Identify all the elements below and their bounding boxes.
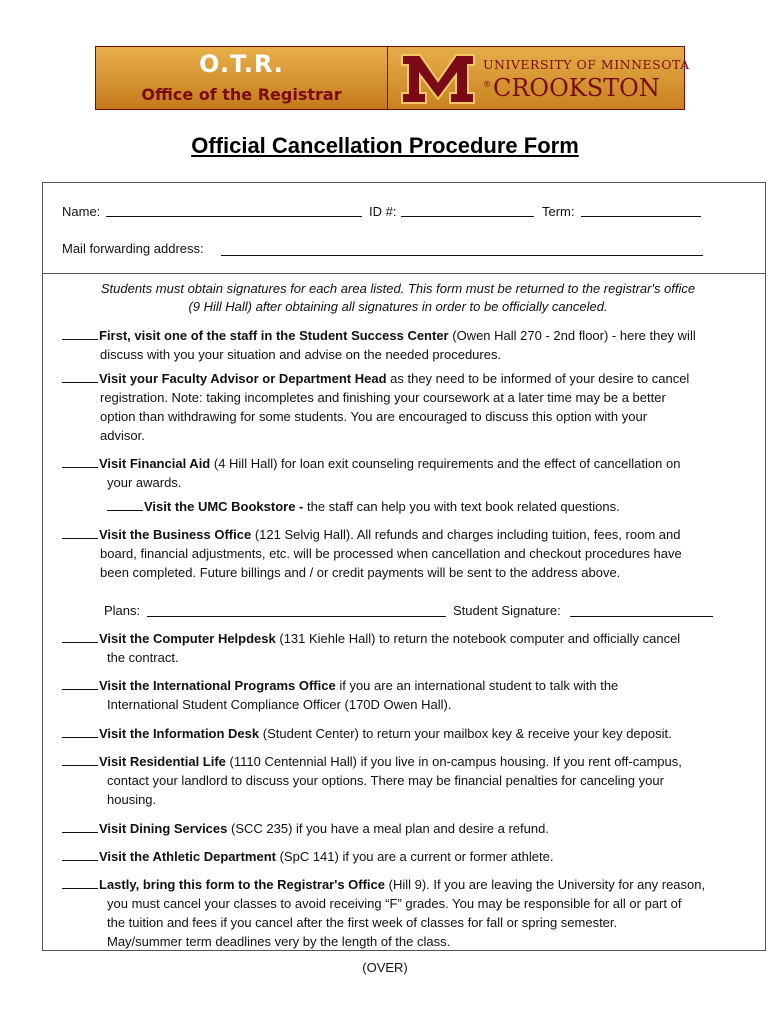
plans-field[interactable] [147,616,446,617]
instructions-line-2: (9 Hill Hall) after obtaining all signatures in order to be officially canceled. [188,299,608,314]
name-label: Name: [62,204,101,219]
checkoff-blank[interactable] [62,753,98,766]
checkoff-blank[interactable] [62,630,98,643]
umn-crookston-logo [388,47,690,109]
checklist-item-financial-aid: Visit Financial Aid (4 Hill Hall) for loan exit counseling requirements and the effect of cancellation on [62,454,680,473]
item-text-line: option than withdrawing for some students. You are encouraged to discuss this option with your [100,409,648,424]
checklist-item-athletic-department: Visit the Athletic Department (SpC 141) if you are a current or former athlete. [62,847,553,866]
checklist-item-student-success: First, visit one of the staff in the Student Success Center (Owen Hall 270 - 2nd floor) - here they will [62,326,696,345]
item-text-line: you must cancel your classes to avoid receiving “F” grades. You may be responsible for all or part of [107,896,682,911]
item-text-line: your awards. [107,475,182,490]
checkoff-blank[interactable] [62,876,98,889]
checklist-item-registrar-office: Lastly, bring this form to the Registrar's Office (Hill 9). If you are leaving the University for any reason, [62,875,705,894]
checkoff-blank[interactable] [62,455,98,468]
form-divider [42,273,766,274]
office-of-registrar-text: Office of the Registrar [141,85,342,104]
checklist-item-residential-life: Visit Residential Life (1110 Centennial Hall) if you live in on-campus housing. If you rent off-campus, [62,752,682,771]
checklist-item-faculty-advisor: Visit your Faculty Advisor or Department Head as they need to be informed of your desire to cancel [62,369,689,388]
item-text-line: housing. [107,792,157,807]
checklist-item-bookstore: Visit the UMC Bookstore - the staff can help you with text book related questions. [107,497,620,516]
item-text-line: International Student Compliance Officer (170D Owen Hall). [107,697,452,712]
student-signature-field[interactable] [570,616,713,617]
checkoff-blank[interactable] [62,677,98,690]
mail-forwarding-label: Mail forwarding address: [62,241,204,256]
item-text-line: contact your landlord to discuss your options. There may be financial penalties for canceling your [107,773,664,788]
university-name: UNIVERSITY OF MINNESOTA [483,57,690,72]
checklist-item-international-programs: Visit the International Programs Office if you are an international student to talk with the [62,676,618,695]
name-field[interactable] [106,216,362,217]
student-signature-label: Student Signature: [453,603,561,618]
checkoff-blank[interactable] [62,725,98,738]
plans-label: Plans: [104,603,141,618]
checkoff-blank[interactable] [62,370,98,383]
otr-logo [96,47,388,109]
campus-name: ®CROOKSTON [483,74,660,102]
item-text-line: advisor. [100,428,145,443]
otr-text: O.T.R. [199,50,284,78]
item-text-line: board, financial adjustments, etc. will be processed when cancellation and checkout procedures have [100,546,682,561]
checkoff-blank[interactable] [62,526,98,539]
checkoff-blank[interactable] [107,498,143,511]
checkoff-blank[interactable] [62,327,98,340]
instructions-line-1: Students must obtain signatures for each area listed. This form must be returned to the registrar's office [100,281,696,296]
checklist-item-information-desk: Visit the Information Desk (Student Center) to return your mailbox key & receive your key deposit. [62,724,672,743]
header-logo [95,46,690,110]
term-field[interactable] [581,216,701,217]
term-label: Term: [542,204,575,219]
checklist-item-business-office: Visit the Business Office (121 Selvig Hall). All refunds and charges including tuition, fees, room and [62,525,680,544]
item-text-line: registration. Note: taking incompletes and finishing your coursework at a later time may be a better [100,390,666,405]
id-field[interactable] [401,216,534,217]
checkoff-blank[interactable] [62,848,98,861]
item-text-line: the contract. [107,650,179,665]
block-m-icon [400,51,476,107]
checklist-item-dining-services: Visit Dining Services (SCC 235) if you have a meal plan and desire a refund. [62,819,549,838]
item-text-line: the tuition and fees if you cancel after the first week of classes for fall or spring semester. [107,915,618,930]
checklist-item-computer-helpdesk: Visit the Computer Helpdesk (131 Kiehle Hall) to return the notebook computer and officially cancel [62,629,680,648]
over-note: (OVER) [362,960,408,975]
item-text-line: discuss with you your situation and advise on the needed procedures. [100,347,502,362]
item-text-line: May/summer term deadlines very by the length of the class. [107,934,451,949]
id-label: ID #: [369,204,397,219]
item-text-line: been completed. Future billings and / or credit payments will be sent to the address above. [100,565,621,580]
checkoff-blank[interactable] [62,820,98,833]
form-title: Official Cancellation Procedure Form [191,133,579,158]
mail-forwarding-field[interactable] [221,255,703,256]
